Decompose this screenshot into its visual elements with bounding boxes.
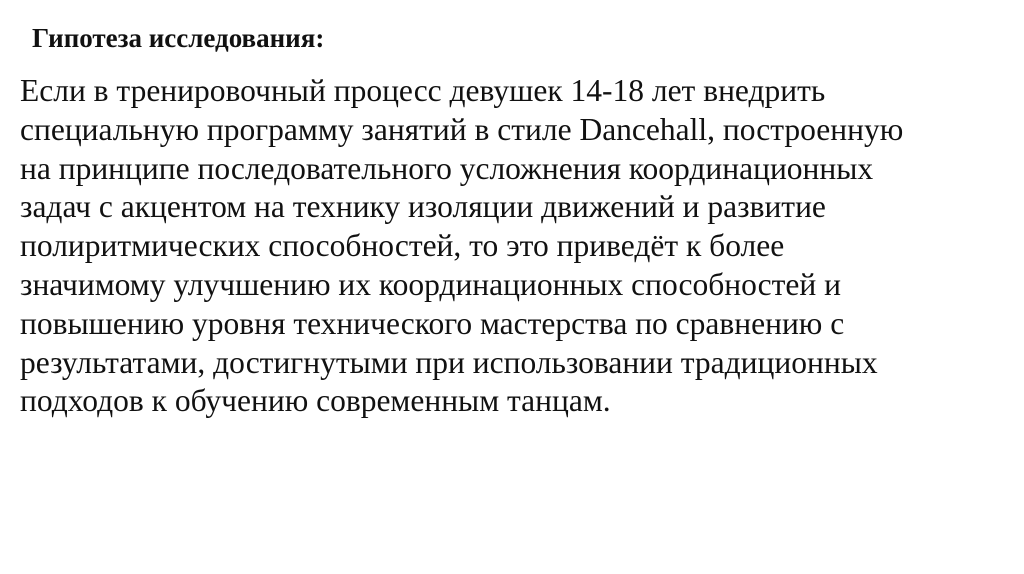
paragraph-line: значимому улучшению их координационных способностей и bbox=[20, 266, 841, 302]
hypothesis-paragraph bbox=[20, 72, 1010, 421]
paragraph-line: Если в тренировочный процесс девушек 14-18 лет внедрить bbox=[20, 73, 826, 108]
paragraph-line: полиритмических способностей, то это приведёт к более bbox=[20, 228, 785, 264]
paragraph-line: специальную программу занятий в стиле Dancehall, построенную bbox=[20, 111, 904, 147]
paragraph-line: подходов к обучению современным танцам. bbox=[20, 383, 611, 419]
paragraph-line: на принципе последовательного усложнения координационных bbox=[20, 150, 874, 186]
paragraph-line: результатами, достигнутыми при использовании традиционных bbox=[20, 344, 878, 380]
paragraph-line: повышению уровня технического мастерства по сравнению с bbox=[20, 305, 845, 341]
hypothesis-heading: Гипотеза исследования: bbox=[32, 23, 325, 53]
paragraph-line: задач с акцентом на технику изоляции движений и развитие bbox=[20, 189, 826, 225]
